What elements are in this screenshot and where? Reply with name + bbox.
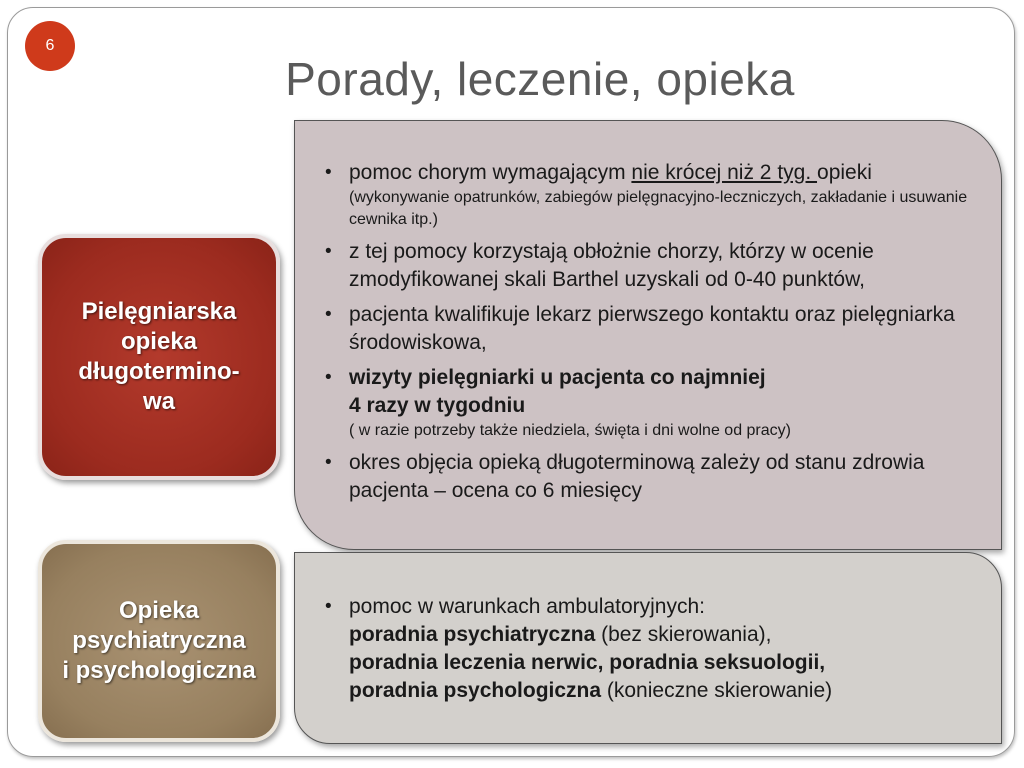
label2-line: i psychologiczna [62,657,256,684]
bullet-item [321,301,971,357]
bullet-list [321,159,971,505]
bullet-note: (wykonywanie opatrunków, zabiegów pielęgnacyjno-leczniczych, zakładanie i usuwanie cewnika itp.) [349,189,968,228]
bold-text: wizyty pielęgniarki u pacjenta co najmniej [349,366,766,389]
bullet-text: (konieczne skierowanie) [601,679,833,702]
label-nursing-longterm-care [38,234,280,480]
label2-line: psychiatryczna [72,627,246,654]
label1-line: Pielęgniarska [81,298,237,325]
bullet-text: pomoc chorym wymagającym [349,161,632,184]
slide-number-badge: 6 [25,21,75,71]
bold-text: 4 razy w tygodniu [349,394,526,417]
bullet-list [321,593,971,705]
label2-line: Opieka [118,597,200,624]
bullet-text: pomoc w warunkach ambulatoryjnych: [349,595,705,618]
bold-text: poradnia leczenia nerwic, poradnia seksuologii, [349,651,826,674]
bullet-item [321,238,971,294]
bullet-item [321,364,971,442]
bullet-item [321,159,971,231]
bullet-note: ( w razie potrzeby także niedziela, święta i dni wolne od pracy) [349,422,791,439]
panel-psychiatric-care-details [294,552,1002,744]
bullet-item [321,593,971,705]
bold-text: poradnia psychologiczna [349,679,602,702]
label1-line: opieka [120,328,198,355]
label1-line: długotermino- [78,358,240,385]
bullet-text: okres objęcia opieką długoterminową zależy od stanu zdrowia pacjenta – ocena co 6 miesięcy [349,451,925,502]
underlined-text: nie krócej niż 2 tyg. [631,161,818,184]
bold-text: poradnia psychiatryczna [349,623,596,646]
bullet-text: opieki [817,161,872,184]
bullet-text: z tej pomocy korzystają obłożnie chorzy, którzy w ocenie zmodyfikowanej skali Barthel uzyskali od 0-40 punktów, [349,240,874,291]
slide-title: Porady, leczenie, opieka [285,53,795,105]
label1-line: wa [142,388,175,415]
bullet-text: (bez skierowania), [595,623,772,646]
panel-nursing-care-details [294,120,1002,550]
bullet-item [321,449,971,505]
bullet-text: pacjenta kwalifikuje lekarz pierwszego kontaktu oraz pielęgniarka środowiskowa, [349,303,955,354]
label-psychiatric-care [38,540,280,742]
